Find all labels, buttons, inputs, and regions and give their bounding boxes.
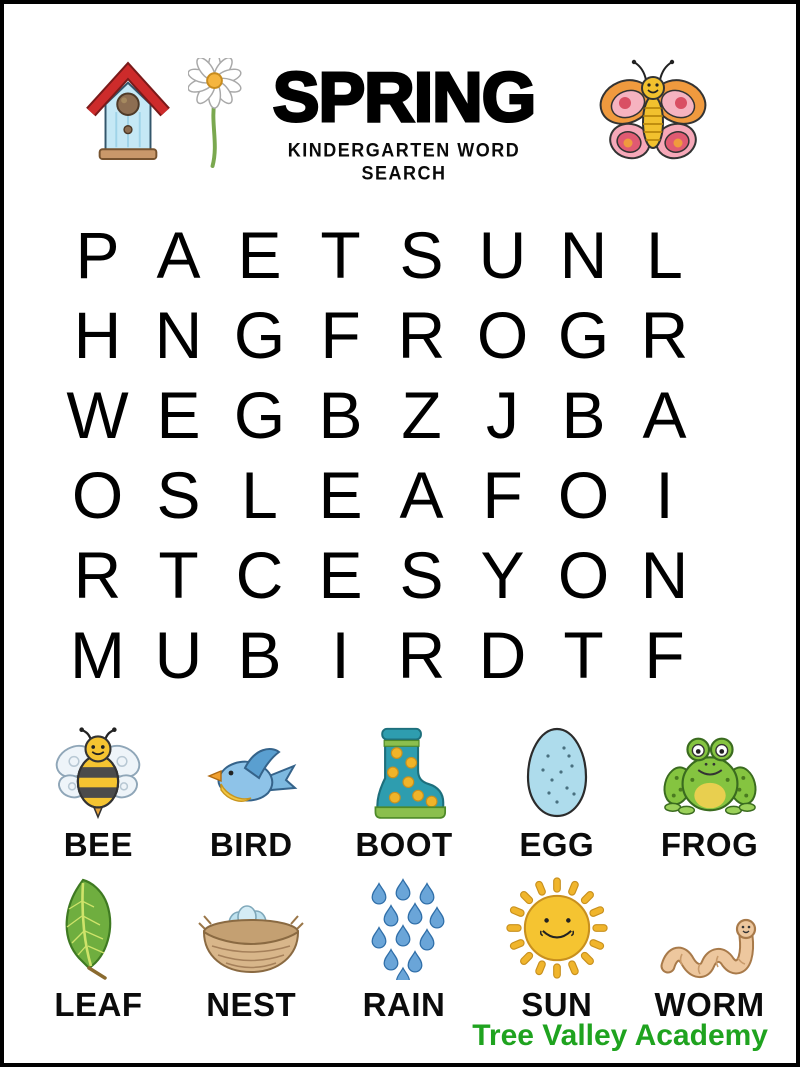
grid-letter: R [73,538,122,612]
grid-letter: A [156,218,201,292]
grid-letter: O [71,458,124,532]
grid-letter: F [320,298,361,372]
nest-icon [196,880,306,980]
butterfly-icon [598,56,708,172]
daisy-icon [188,58,242,170]
word-item [175,720,328,864]
word-item [22,880,175,1024]
word-item [633,720,786,864]
frog-icon [661,720,759,820]
grid-letter: T [320,218,361,292]
word-item [175,880,328,1024]
grid-letter: N [559,218,608,292]
grid-letter: U [154,618,203,692]
word-label: BOOT [355,826,453,863]
grid-letter: G [233,298,286,372]
grid-letter: T [158,538,199,612]
grid-letter: P [75,218,120,292]
grid-letter: B [318,378,363,452]
word-label: FROG [660,826,759,863]
word-row-1 [22,720,786,864]
word-label: WORM [654,986,765,1023]
grid-letter: U [478,218,527,292]
grid-letter: S [399,538,444,612]
word-label: SUN [521,986,593,1023]
grid-letter: R [640,298,689,372]
word-label: BIRD [209,826,293,863]
word-label: BEE [63,826,134,863]
grid-letter: D [478,618,527,692]
grid-letter: O [557,538,610,612]
grid-letter: Z [401,378,442,452]
sun-icon [505,880,609,980]
grid-letter: N [640,538,689,612]
grid-letter: O [476,298,529,372]
header [4,4,796,204]
word-label: NEST [206,986,297,1023]
grid-letter: J [486,378,519,452]
word-item [480,880,633,1024]
grid-letter: E [318,538,363,612]
grid-letter: R [397,298,446,372]
grid-letter: N [154,298,203,372]
grid-letter: H [73,298,122,372]
grid-letter: I [655,458,674,532]
grid-letter: I [331,618,350,692]
rain-icon [359,880,449,980]
grid-letter: F [644,618,685,692]
grid-letter: A [399,458,444,532]
word-item [480,720,633,864]
grid-letter: M [70,618,125,692]
word-label: RAIN [362,986,446,1023]
word-item [328,720,481,864]
egg-icon [522,720,592,820]
grid-letter: B [237,618,282,692]
word-row-2 [22,880,786,1024]
grid-letter: L [646,218,683,292]
brand-text: Tree Valley Academy [472,1019,768,1052]
grid-letter: R [397,618,446,692]
grid-letter: O [557,458,610,532]
page-title: SPRING [272,58,536,136]
grid-letter: Y [480,538,525,612]
title-block [244,58,564,184]
grid-letter: E [156,378,201,452]
grid-letter: T [563,618,604,692]
word-label: EGG [519,826,595,863]
grid-letter: W [66,378,129,452]
word-item [328,880,481,1024]
worm-icon [658,880,762,980]
grid-letter: G [233,378,286,452]
birdhouse-icon [84,60,172,170]
word-label: LEAF [54,986,143,1023]
grid-letter: A [642,378,687,452]
grid-letter: C [235,538,284,612]
letter-grid [57,215,705,695]
grid-letter: F [482,458,523,532]
bee-icon [50,720,146,820]
page-subtitle: KINDERGARTEN WORD SEARCH [287,139,521,184]
word-item [22,720,175,864]
leaf-icon [55,880,141,980]
grid-letter: S [156,458,201,532]
grid-letter: E [318,458,363,532]
bird-icon [199,720,303,820]
word-list [22,720,786,1024]
grid-letter: L [241,458,278,532]
grid-letter: S [399,218,444,292]
grid-letter: E [237,218,282,292]
grid-letter: G [557,298,610,372]
word-item [633,880,786,1024]
boot-icon [358,720,450,820]
grid-letter: B [561,378,606,452]
